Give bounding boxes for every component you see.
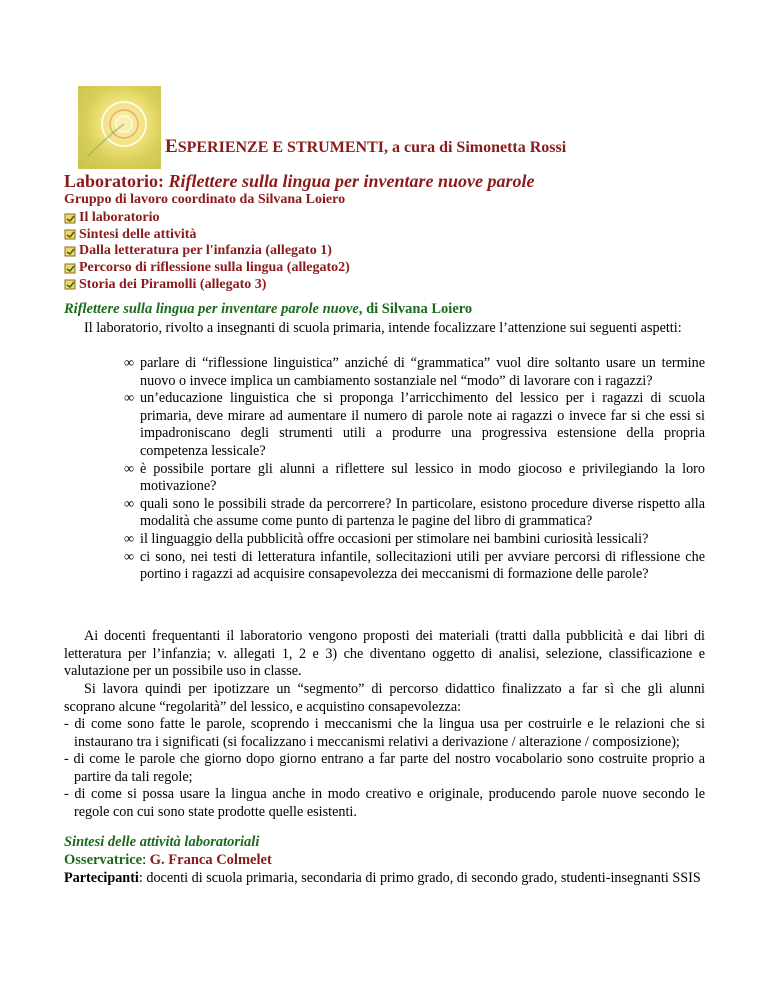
- link-label[interactable]: Storia dei Piramolli (allegato 3): [79, 276, 267, 292]
- document-link-icon: [64, 229, 77, 240]
- lab-prefix: Laboratorio:: [64, 171, 169, 191]
- link-item[interactable]: [64, 276, 350, 293]
- link-item[interactable]: [64, 210, 350, 227]
- link-label[interactable]: Il laboratorio: [79, 210, 160, 226]
- title-rest: SPERIENZE E STRUMENTI: [177, 139, 384, 156]
- observer-line: [64, 852, 272, 869]
- list-item: [64, 461, 705, 496]
- list-item: [64, 390, 705, 460]
- list-item: - di come si possa usare la lingua anche in modo creativo e originale, producendo parole nuove secondo le regole con cui sono state prodotte quelle esistenti.: [64, 786, 705, 820]
- observer-name: G. Franca Colmelet: [149, 852, 272, 868]
- logo-image: [78, 86, 161, 169]
- list-item-text: ci sono, nei testi di letteratura infantile, sollecitazioni utili per avviare percorsi di riflessione che portino i ragazzi ad acquisire consapevolezza dei meccanismi di formazione delle parole?: [140, 548, 705, 583]
- observer-label: Osservatrice: [64, 852, 143, 868]
- title-suffix: , a cura di Simonetta Rossi: [383, 139, 567, 156]
- list-item-text: quali sono le possibili strade da percorrere? In particolare, esistono procedure diverse rispetto alla modalità che assume come punto di partenza le pagine del libro di grammatica?: [140, 495, 705, 530]
- question-list: [64, 355, 705, 584]
- infinity-bullet-icon: ∞: [124, 390, 135, 407]
- list-item: - di come sono fatte le parole, scoprendo i meccanismi che la lingua usa per costruirle e le relazioni che si instaurano tra i significati (si focalizzano i meccanismi relativi a derivazione / alterazione / composizione);: [64, 716, 705, 750]
- sintesi-heading: Sintesi delle attività laboratoriali: [64, 834, 260, 850]
- materials-paragraph: Ai docenti frequentanti il laboratorio vengono proposti dei materiali (tratti dalla pubblicità e dai libri di letteratura per l’infanzia; v. allegati 1, 2 e 3) che diventano oggetto di analisi, selezione, classificazione e valutazione per un possibile uso in classe.: [64, 628, 705, 680]
- infinity-bullet-icon: ∞: [124, 355, 135, 371]
- observer-separator: :: [142, 852, 150, 868]
- document-link-icon: [64, 263, 77, 274]
- section-heading: [64, 301, 472, 318]
- list-item: - di come le parole che giorno dopo giorno entrano a far parte del nostro vocabolario sono costruite proprio a partire da tali regole;: [64, 751, 705, 785]
- list-item-text: il linguaggio della pubblicità offre occasioni per stimolare nei bambini curiosità lessicali?: [140, 530, 649, 547]
- list-item-text: un’educazione linguistica che si proponga l’arricchimento del lessico per i ragazzi di scuola primaria, deve mirare ad aumentare il numero di parole note ai ragazzi o invece far si che essi si impadroniscano degli strumenti utili a produrre una progressiva estensione della propria competenza lessicale?: [140, 390, 705, 459]
- link-item[interactable]: [64, 227, 350, 244]
- dash-list: [64, 716, 705, 822]
- link-label[interactable]: Sintesi delle attività: [79, 226, 197, 242]
- infinity-bullet-icon: ∞: [124, 495, 135, 512]
- section-title: Riflettere sulla lingua per inventare parole nuove: [64, 301, 359, 317]
- document-link-icon: [64, 213, 77, 224]
- link-label[interactable]: Percorso di riflessione sulla lingua (allegato2): [79, 260, 350, 276]
- document-link-icon: [64, 279, 77, 290]
- link-item[interactable]: [64, 260, 350, 277]
- lab-title: [64, 171, 535, 192]
- link-list: [64, 210, 350, 293]
- infinity-bullet-icon: ∞: [124, 530, 135, 547]
- list-item: [64, 355, 705, 390]
- list-item-text: parlare di “riflessione linguistica” anziché di “grammatica” vuol dire soltanto usare un termine nuovo o invece implica un cambiamento sostanziale nel “modo” di lavorare con i ragazzi?: [140, 355, 705, 389]
- page-title: [165, 136, 566, 158]
- document-link-icon: [64, 246, 77, 257]
- list-item-text: è possibile portare gli alunni a riflettere sul lessico in modo giocoso e privilegiando la loro motivazione?: [140, 460, 705, 495]
- group-line: Gruppo di lavoro coordinato da Silvana Loiero: [64, 192, 346, 207]
- link-item[interactable]: [64, 243, 350, 260]
- title-initial: E: [165, 136, 178, 157]
- link-label[interactable]: Dalla letteratura per l'infanzia (allegato 1): [79, 243, 332, 259]
- infinity-bullet-icon: ∞: [124, 460, 135, 477]
- segment-paragraph: Si lavora quindi per ipotizzare un “segmento” di percorso didattico finalizzato a far sì che gli alunni scoprano alcune “regolarità” del lessico, e acquistino consapevolezza:: [64, 681, 705, 715]
- infinity-bullet-icon: ∞: [124, 548, 135, 565]
- participants-label: Partecipanti: [64, 870, 139, 886]
- participants-text: : docenti di scuola primaria, secondaria di primo grado, di secondo grado, studenti-insegnanti SSIS: [138, 870, 701, 886]
- list-item: [64, 531, 705, 549]
- intro-paragraph: Il laboratorio, rivolto a insegnanti di scuola primaria, intende focalizzare l’attenzione sui seguenti aspetti:: [84, 320, 682, 336]
- lab-title-text: Riflettere sulla lingua per inventare nuove parole: [168, 171, 535, 191]
- participants-line: [64, 870, 705, 888]
- section-author: , di Silvana Loiero: [358, 301, 473, 317]
- list-item: [64, 496, 705, 531]
- list-item: [64, 549, 705, 584]
